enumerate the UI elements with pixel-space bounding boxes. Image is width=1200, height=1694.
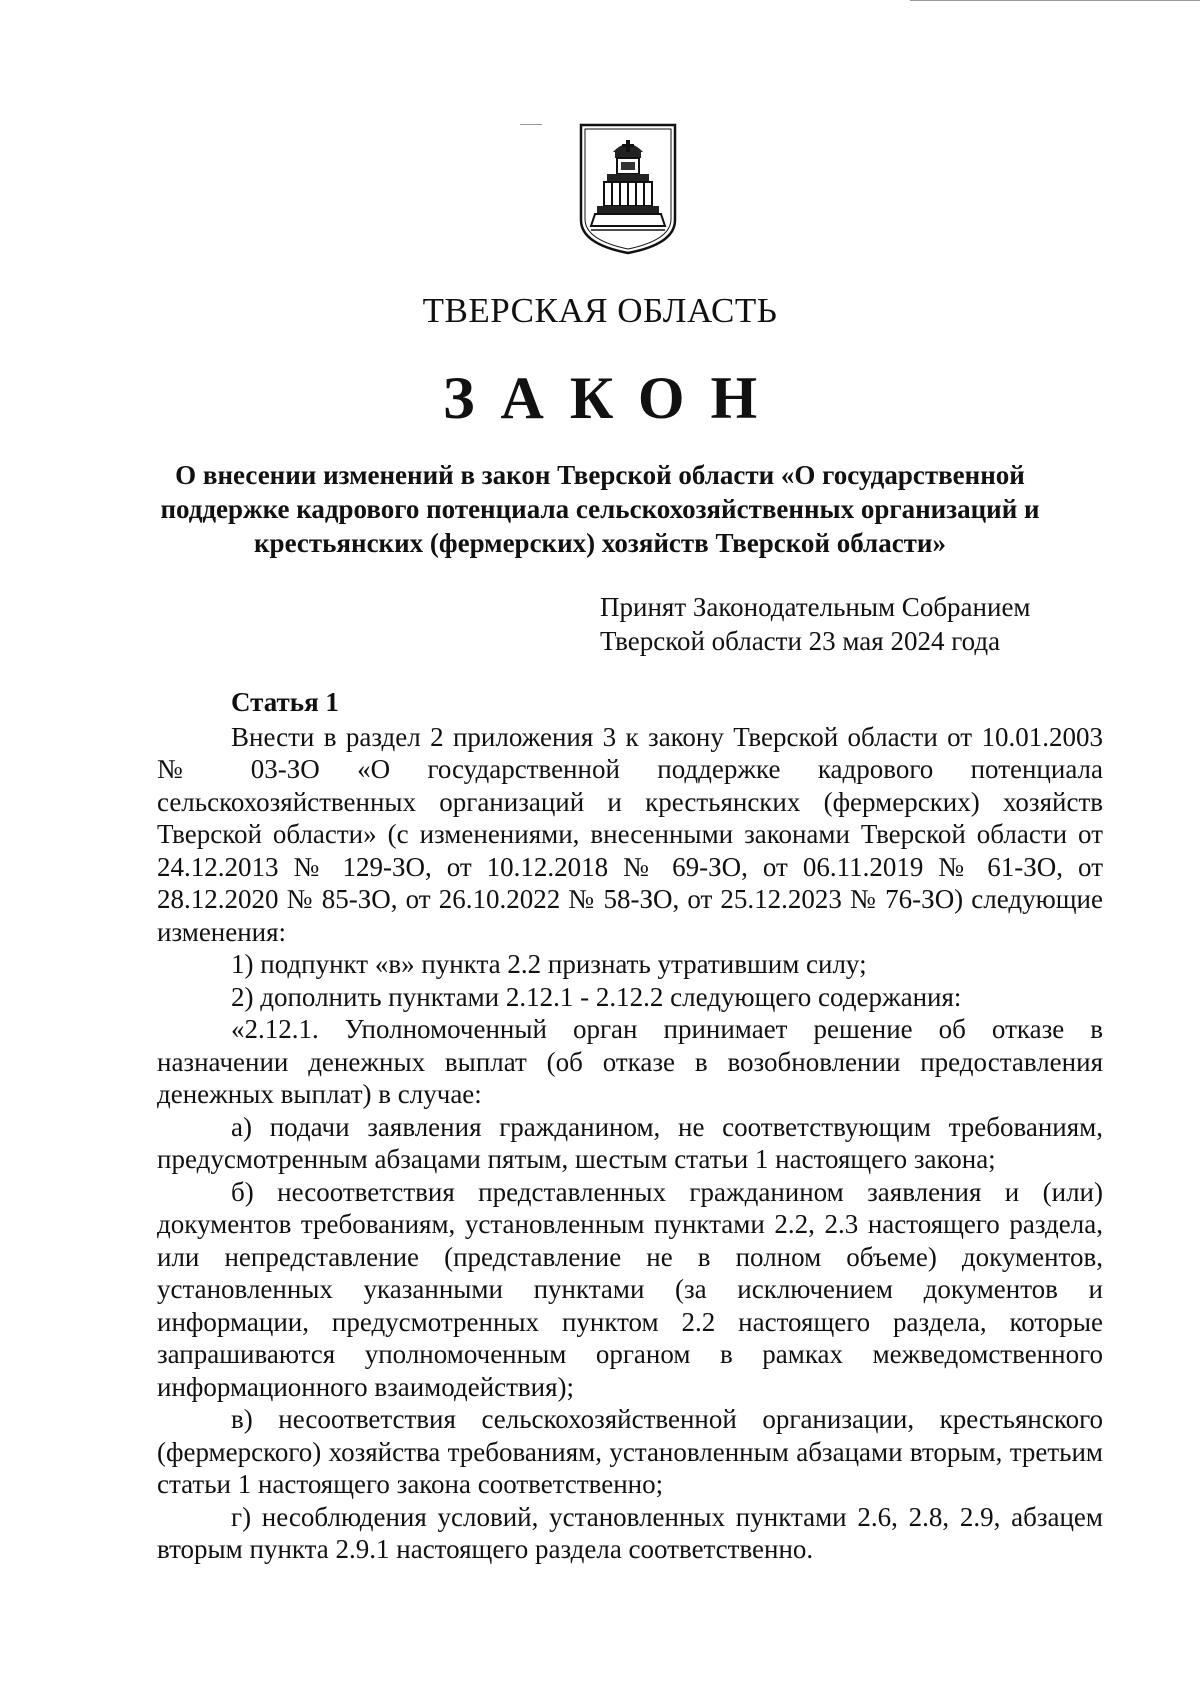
law-subject bbox=[150, 458, 1050, 560]
scan-edge-line bbox=[910, 0, 1200, 1]
article-paragraph: б) несоответствия представленных гражданином заявления и (или) документов требованиям, установленным пунктами 2.2, 2.3 настоящего раздела, или непредставление (представление не в полном объеме) документов, установленных указанными пунктами (за исключением документов и информации, предусмотренных пунктом 2.2 настоящего раздела, которые запрашиваются уполномоченным органом в рамках межведомственного информационного взаимодействия); bbox=[157, 1176, 1103, 1402]
article-paragraph: г) несоблюдения условий, установленных пунктами 2.6, 2.8, 2.9, абзацем вторым пункта 2.9.1 настоящего раздела соответственно. bbox=[157, 1501, 1103, 1564]
article-paragraph: «2.12.1. Уполномоченный орган принимает решение об отказе в назначении денежных выплат (об отказе в возобновлении предоставления денежных выплат) в случае: bbox=[157, 1014, 1103, 1109]
law-subject-line: поддержке кадрового потенциала сельскохозяйственных организаций и bbox=[160, 494, 1040, 524]
article-heading: Статья 1 bbox=[231, 687, 339, 717]
adoption-note-line: Тверской области 23 мая 2024 года bbox=[600, 626, 1001, 656]
law-subject-line: крестьянских (фермерских) хозяйств Тверской области» bbox=[254, 528, 946, 558]
article-paragraph: в) несоответствия сельскохозяйственной организации, крестьянского (фермерского) хозяйства требованиям, установленным абзацами вторым, третьим статьи 1 настоящего закона соответственно; bbox=[157, 1404, 1103, 1499]
scan-mark bbox=[520, 124, 542, 125]
law-subject-line: О внесении изменений в закон Тверской области «О государственной bbox=[175, 460, 1025, 490]
article-paragraph: 2) дополнить пунктами 2.12.1 - 2.12.2 следующего содержания: bbox=[231, 981, 962, 1012]
adoption-note-line: Принят Законодательным Собранием bbox=[600, 592, 1031, 622]
document-type-title: ЗАКОН bbox=[442, 365, 784, 431]
adoption-note bbox=[600, 590, 1031, 658]
tver-coat-of-arms-icon bbox=[577, 122, 679, 258]
article-paragraph: 1) подпункт «в» пункта 2.2 признать утратившим силу; bbox=[231, 949, 867, 979]
article-paragraph: а) подачи заявления гражданином, не соответствующим требованиям, предусмотренным абзацами пятым, шестым статьи 1 настоящего закона; bbox=[157, 1111, 1103, 1174]
article-body bbox=[157, 686, 1103, 1566]
region-name: ТВЕРСКАЯ ОБЛАСТЬ bbox=[422, 291, 778, 330]
article-paragraph: Внести в раздел 2 приложения 3 к закону Тверской области от 10.01.2003 № 03-ЗО «О государственной поддержке кадрового потенциала сельскохозяйственных организаций и крестьянских (фермерских) хозяйств Тверской области» (с изменениями, внесенными законами Тверской области от 24.12.2013 № 129-ЗО, от 10.12.2018 № 69-ЗО, от 06.11.2019 № 61-ЗО, от 28.12.2020 № 85-ЗО, от 26.10.2022 № 58-ЗО, от 25.12.2023 № 76-ЗО) следующие изменения: bbox=[157, 721, 1103, 947]
